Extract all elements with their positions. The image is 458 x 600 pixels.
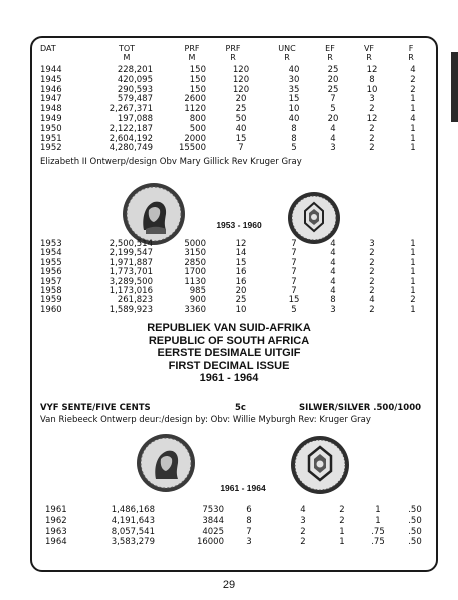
cell-prf-r: 20 [235,286,247,296]
cell-vf: 3 [369,94,375,105]
cell-f: .50 [408,537,422,548]
cell-vf: 8 [369,74,375,85]
cell-unc: 35 [288,84,300,95]
cell-prf-m: 800 [189,114,206,124]
cell-f: .50 [408,515,422,526]
heading-line-0: REPUBLIEK VAN SUID-AFRIKA [147,322,311,334]
cell-f: 1 [410,239,416,249]
cell-f: .50 [408,526,422,537]
cell-tot: 290,593 [117,84,153,95]
cell-dat: 1961 [45,505,67,515]
table-row [0,65,458,75]
cell-dat: 1964 [45,537,67,548]
cell-prf-m: 2600 [184,94,206,105]
design-caption-elizabeth: Elizabeth II Ontwerp/design Obv Mary Gillick Rev Kruger Gray [40,157,302,167]
cell-f: 2 [410,84,416,95]
cell-dat: 1945 [40,74,62,85]
cell-ef: 4 [330,133,336,144]
cell-unc: 7 [291,239,297,249]
cell-ef: 4 [330,257,336,268]
cell-vf: 1 [375,515,381,526]
table-row [0,143,458,153]
cell-ef: 7 [330,94,336,105]
table-row [0,75,458,85]
cell-ef: 20 [327,114,339,124]
cell-f: 1 [410,133,416,144]
cell-unc: 40 [288,114,300,124]
cell-ef: 25 [327,84,339,95]
cell-unc: 7 [291,267,297,278]
cell-unc: 2 [300,537,306,548]
cell-f: 1 [410,267,416,278]
cell-ef: 3 [330,304,336,315]
cell-tot: 579,487 [117,94,153,105]
cell-prf-r: 8 [246,515,252,526]
cell-prf-r: 10 [235,304,247,315]
cell-f: 1 [410,123,416,134]
cell-f: 2 [410,295,416,306]
cell-ef: 4 [330,239,336,249]
cell-prf-m: 150 [189,74,206,85]
cell-unc: 7 [291,276,297,287]
cell-unc: 7 [291,286,297,296]
cell-tot: 420,095 [117,74,153,85]
cell-tot: 228,201 [117,65,153,75]
cell-ef: 4 [330,123,336,134]
denomination-value: 5c [235,403,246,413]
header-col-7: F [408,44,414,53]
cell-prf-r: 25 [235,104,247,115]
heading-line-4: 1961 - 1964 [199,372,259,384]
header-col-sub-7: R [408,53,414,62]
cell-unc: 10 [288,104,300,115]
years-label-1961-1964: 1961 - 1964 [220,483,266,493]
cell-tot: 2,604,192 [109,133,153,144]
cell-dat: 1959 [40,295,62,306]
cell-ef: 4 [330,267,336,278]
cell-vf: 3 [369,239,375,249]
cell-prf-m: 15500 [178,143,206,154]
cell-tot: 3,289,500 [109,276,153,287]
cell-ef: 2 [339,515,345,526]
table-row [0,537,458,547]
cell-f: 1 [410,276,416,287]
heading-line-1: REPUBLIC OF SOUTH AFRICA [148,334,310,347]
cell-unc: 2 [300,526,306,537]
header-col-sub-2: M [188,53,196,62]
cell-tot: 1,773,701 [109,267,153,278]
cell-vf: 12 [366,114,378,124]
denomination-label: VYF SENTE/FIVE CENTS [40,403,151,413]
cell-prf-m: 3360 [184,304,206,315]
cell-vf: .75 [371,526,385,537]
coin-obverse-van-riebeeck-image [136,433,196,493]
cell-prf-r: 15 [235,133,247,144]
cell-vf: 2 [369,257,375,268]
cell-prf-r: 6 [246,505,252,515]
cell-tot: 2,267,371 [109,104,153,115]
cell-vf: .75 [371,537,385,548]
cell-prf-m: 1130 [184,276,206,287]
cell-dat: 1963 [45,526,67,537]
cell-prf-r: 15 [235,257,247,268]
cell-tot: 261,823 [117,295,153,306]
table-row [0,94,458,104]
table-row [0,134,458,144]
table-row [0,516,458,526]
header-col-3: PRF [225,44,241,53]
cell-vf: 2 [369,304,375,315]
cell-prf-m: 5000 [184,239,206,249]
table-row [0,505,458,515]
header-col-sub-6: R [366,53,372,62]
cell-dat: 1952 [40,143,62,154]
cell-vf: 2 [369,143,375,154]
cell-prf-m: 2000 [184,133,206,144]
heading-line-3: FIRST DECIMAL ISSUE [168,359,290,372]
cell-unc: 40 [288,65,300,75]
cell-tot: 2,199,547 [109,248,153,259]
cell-f: 4 [410,114,416,124]
cell-vf: 4 [369,295,375,306]
cell-unc: 5 [291,304,297,315]
cell-prf-m: 150 [189,65,206,75]
cell-dat: 1949 [40,114,62,124]
cell-ef: 2 [339,505,345,515]
cell-unc: 15 [288,295,300,306]
coin-reverse-protea-image [287,191,341,245]
cell-unc: 3 [300,515,306,526]
coin-reverse-springbok-image [290,435,350,495]
table-row [0,527,458,537]
cell-tot: 8,057,541 [111,526,155,537]
cell-unc: 5 [291,143,297,154]
cell-vf: 2 [369,276,375,287]
cell-tot: 2,122,187 [109,123,153,134]
cell-ef: 1 [339,526,345,537]
cell-prf-m: 900 [189,295,206,306]
cell-unc: 7 [291,248,297,259]
cell-prf-r: 120 [232,74,250,85]
header-col-1: TOT [118,44,136,53]
cell-f: 4 [410,65,416,75]
cell-vf: 2 [369,267,375,278]
cell-prf-r: 20 [235,94,247,105]
metal-label: SILWER/SILVER .500/1000 [299,403,422,413]
cell-prf-r: 7 [238,143,244,154]
header-col-2: PRF [184,44,200,53]
header-col-sub-5: R [327,53,333,62]
cell-tot: 4,191,643 [111,515,155,526]
cell-prf-r: 3 [246,537,252,548]
cell-ef: 4 [330,286,336,296]
header-col-6: VF [363,44,375,53]
cell-vf: 1 [375,505,381,515]
header-col-4: UNC [278,44,296,53]
cell-prf-r: 40 [235,123,247,134]
cell-unc: 30 [288,74,300,85]
cell-f: 1 [410,143,416,154]
cell-prf-m: 985 [189,286,206,296]
cell-tot: 4,280,749 [109,143,153,154]
cell-ef: 8 [330,295,336,306]
header-col-sub-1: M [123,53,131,62]
cell-vf: 12 [366,65,378,75]
table-row [0,85,458,95]
cell-vf: 10 [366,84,378,95]
cell-tot: 1,486,168 [111,505,155,515]
table-row [0,124,458,134]
table-row [0,305,458,315]
coin-obverse-elizabeth-image [122,182,186,246]
cell-dat: 1954 [40,248,62,259]
cell-dat: 1951 [40,133,62,144]
header-col-sub-3: R [230,53,236,62]
cell-ef: 5 [330,104,336,115]
cell-vf: 2 [369,123,375,134]
cell-prf-r: 120 [232,65,250,75]
cell-dat: 1957 [40,276,62,287]
cell-tot: 1,971,887 [109,257,153,268]
cell-f: 1 [410,94,416,105]
cell-ef: 4 [330,276,336,287]
cell-dat: 1960 [40,304,62,315]
cell-prf-m: 2850 [184,257,206,268]
cell-f: 1 [410,104,416,115]
cell-prf-r: 120 [232,84,250,95]
cell-vf: 2 [369,286,375,296]
cell-ef: 4 [330,248,336,259]
cell-vf: 2 [369,104,375,115]
cell-prf-m: 16000 [196,537,224,548]
cell-f: 2 [410,74,416,85]
years-label-1953-1960: 1953 - 1960 [216,220,262,230]
cell-tot: 3,583,279 [111,537,155,548]
heading-line-2: EERSTE DESIMALE UITGIF [157,347,301,359]
cell-unc: 4 [300,505,306,515]
cell-dat: 1950 [40,123,62,134]
cell-prf-m: 1120 [184,104,206,115]
cell-ef: 3 [330,143,336,154]
cell-unc: 7 [291,257,297,268]
cell-prf-m: 150 [189,84,206,95]
header-col-5: EF [325,44,335,53]
table-row [0,104,458,114]
cell-dat: 1947 [40,94,62,105]
header-col-0: DAT [40,44,56,53]
cell-prf-r: 25 [235,295,247,306]
cell-prf-m: 3150 [184,248,206,259]
cell-dat: 1956 [40,267,62,278]
cell-prf-r: 7 [246,526,252,537]
cell-tot: 197,088 [117,114,153,124]
cell-tot: 2,500,514 [109,239,153,249]
cell-prf-m: 4025 [202,526,224,537]
cell-f: 1 [410,257,416,268]
cell-dat: 1958 [40,286,62,296]
cell-dat: 1944 [40,65,62,75]
design-caption-van-riebeeck: Van Riebeeck Ontwerp deur:/design by: Obv: Willie Myburgh Rev: Kruger Gray [40,415,371,425]
cell-unc: 8 [291,123,297,134]
cell-tot: 1,589,923 [109,304,153,315]
cell-f: .50 [408,505,422,515]
cell-f: 1 [410,304,416,315]
cell-prf-r: 12 [235,239,247,249]
cell-dat: 1946 [40,84,62,95]
header-col-sub-4: R [284,53,290,62]
cell-vf: 2 [369,248,375,259]
cell-prf-r: 50 [235,114,247,124]
cell-prf-r: 16 [235,276,247,287]
cell-dat: 1953 [40,239,62,249]
cell-prf-m: 500 [189,123,206,134]
cell-ef: 1 [339,537,345,548]
cell-ef: 25 [327,65,339,75]
cell-unc: 15 [288,94,300,105]
cell-f: 1 [410,286,416,296]
cell-prf-m: 7530 [202,505,224,515]
cell-dat: 1962 [45,515,67,526]
cell-prf-r: 16 [235,267,247,278]
cell-dat: 1948 [40,104,62,115]
table-row [0,114,458,124]
cell-ef: 20 [327,74,339,85]
cell-prf-m: 1700 [184,267,206,278]
cell-f: 1 [410,248,416,259]
cell-dat: 1955 [40,257,62,268]
cell-tot: 1,173,016 [109,286,153,296]
cell-vf: 2 [369,133,375,144]
cell-prf-m: 3844 [202,515,224,526]
page-number: 29 [222,579,236,591]
cell-unc: 8 [291,133,297,144]
cell-prf-r: 14 [235,248,247,259]
